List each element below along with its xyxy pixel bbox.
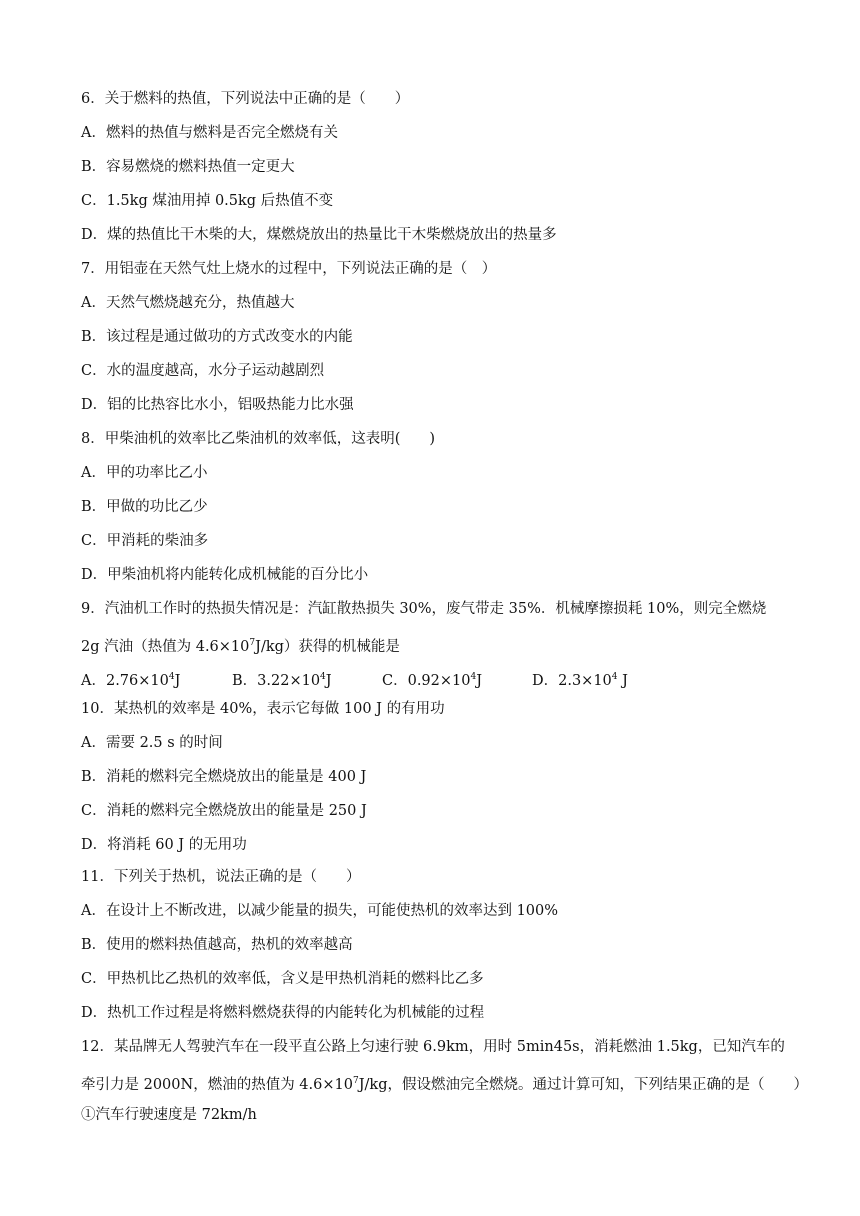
question-11-option-b: B．使用的燃料热值越高，热机的效率越高 (81, 937, 353, 953)
question-8-stem: 8．甲柴油机的效率比乙柴油机的效率低，这表明( ) (81, 431, 436, 447)
question-7-stem: 7．用铝壶在天然气灶上烧水的过程中，下列说法正确的是（ ） (81, 261, 497, 277)
question-9-stem-line-2 (81, 633, 400, 657)
question-7-option-a: A．天然气燃烧越充分，热值越大 (81, 295, 295, 311)
question-11-option-a: A．在设计上不断改进，以减少能量的损失，可能使热机的效率达到 100% (81, 903, 559, 919)
question-8-option-d: D．甲柴油机将内能转化成机械能的百分比小 (81, 567, 369, 583)
question-6-option-d: D．煤的热值比干木柴的大，煤燃烧放出的热量比干木柴燃烧放出的热量多 (81, 227, 557, 243)
question-10-option-b: B．消耗的燃料完全燃烧放出的能量是 400 J (81, 769, 367, 785)
question-7-option-c: C．水的温度越高，水分子运动越剧烈 (81, 363, 325, 379)
question-8-option-a: A．甲的功率比乙小 (81, 465, 208, 481)
question-9-option-c: C．$0.92\times 10^4J$ (382, 672, 483, 689)
question-6-option-b: B．容易燃烧的燃料热值一定更大 (81, 159, 295, 175)
question-6-stem: 6．关于燃料的热值，下列说法中正确的是（ ） (81, 91, 410, 107)
question-12-item-1: ①汽车行驶速度是 72km/h (81, 1107, 257, 1123)
question-9-option-a: A．$2.76\times 10^4J$ (81, 672, 181, 689)
question-10-option-a: A．需要 2.5 s 的时间 (81, 735, 223, 751)
question-9-stem-text: 2g 汽油（热值为 4.6×10 (81, 639, 250, 655)
question-12-exponent: 7 (352, 1076, 359, 1086)
question-6-option-a: A．燃料的热值与燃料是否完全燃烧有关 (81, 125, 338, 141)
question-12-stem-text-end: J/kg，假设燃油完全燃烧。通过计算可知，下列结果正确的是（ ） (358, 1077, 808, 1093)
question-10-stem: 10．某热机的效率是 40%，表示它每做 100 J 的有用功 (81, 701, 445, 717)
question-11-option-c: C．甲热机比乙热机的效率低，含义是甲热机消耗的燃料比乙多 (81, 971, 484, 987)
question-8-option-c: C．甲消耗的柴油多 (81, 533, 209, 549)
question-6-option-c: C．1.5kg 煤油用掉 0.5kg 后热值不变 (81, 193, 334, 209)
question-8-option-b: B．甲做的功比乙少 (81, 499, 208, 515)
question-10-option-d: D．将消耗 60 J 的无用功 (81, 837, 247, 853)
question-10-option-c: C．消耗的燃料完全燃烧放出的能量是 250 J (81, 803, 367, 819)
question-9-options (81, 667, 781, 687)
question-12-stem-line-2 (81, 1071, 808, 1095)
question-9-exponent: 7 (249, 638, 256, 648)
question-12-stem-text: 牵引力是 2000N，燃油的热值为 4.6×10 (81, 1077, 353, 1093)
question-7-option-b: B．该过程是通过做功的方式改变水的内能 (81, 329, 353, 345)
question-11-stem: 11．下列关于热机，说法正确的是（ ） (81, 869, 361, 885)
question-9-stem-line-1: 9．汽油机工作时的热损失情况是：汽缸散热损失 30%，废气带走 35%．机械摩擦损耗 10%，则完全燃烧 (81, 601, 767, 617)
question-7-option-d: D．铝的比热容比水小，铝吸热能力比水强 (81, 397, 354, 413)
question-9-stem-text-end: J/kg）获得的机械能是 (255, 639, 400, 655)
question-9-option-b: B．$3.22\times 10^4J$ (232, 672, 332, 689)
question-12-stem-line-1: 12．某品牌无人驾驶汽车在一段平直公路上匀速行驶 6.9km，用时 5min45s，消耗燃油 1.5kg，已知汽车的 (81, 1039, 785, 1055)
question-11-option-d: D．热机工作过程是将燃料燃烧获得的内能转化为机械能的过程 (81, 1005, 485, 1021)
question-9-option-d: D．$2.3\times 10^4$ J (532, 672, 628, 689)
